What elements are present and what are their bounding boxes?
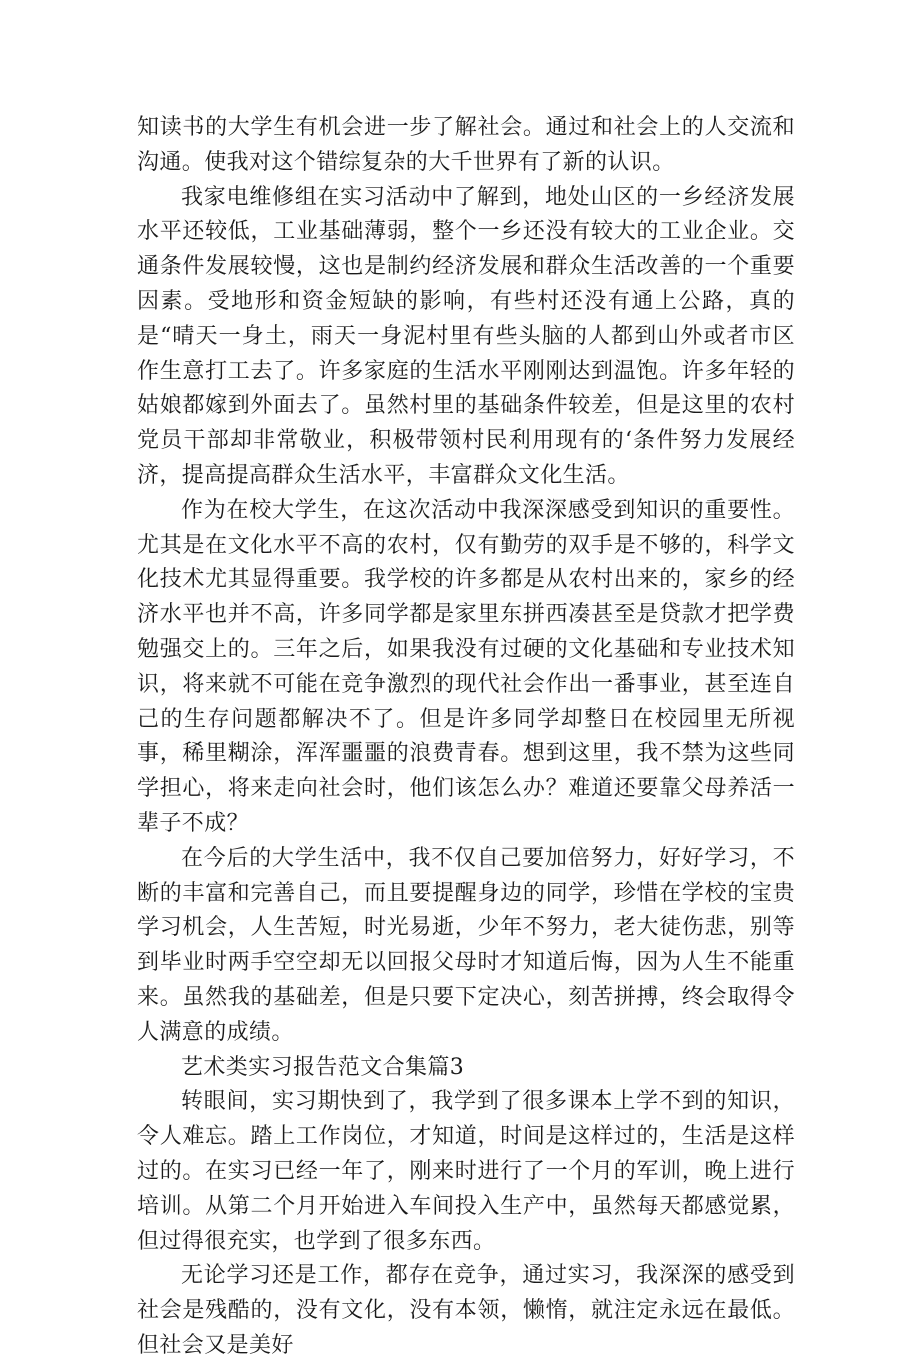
document-body [137, 111, 795, 1364]
paragraph-competition: 无论学习还是工作，都存在竞争，通过实习，我深深的感受到社会是残酷的，没有文化，没有本领，懒惰，就注定永远在最低。但社会又是美好 [137, 1263, 795, 1358]
paragraph-village-survey: 我家电维修组在实习活动中了解到，地处山区的一乡经济发展水平还较低，工业基础薄弱，整个一乡还没有较大的工业企业。交通条件发展较慢，这也是制约经济发展和群众生活改善的一个重要因素。受地形和资金短缺的影响，有些村还没有通上公路，真的是“晴天一身土，雨天一身泥村里有些头脑的人都到山外或者市区作生意打工去了。许多家庭的生活水平刚刚达到温饱。许多年轻的姑娘都嫁到外面去了。虽然村里的基础条件较差，但是这里的农村党员干部却非常敬业，积极带领村民利用现有的‘条件努力发展经济，提高提高群众生活水平，丰富群众文化生活。 [137, 184, 795, 488]
section-title: 艺术类实习报告范文合集篇3 [181, 1054, 465, 1080]
paragraph-future-plans: 在今后的大学生活中，我不仅自己要加倍努力，好好学习，不断的丰富和完善自己，而且要提醒身边的同学，珍惜在学校的宝贵学习机会，人生苦短，时光易逝，少年不努力，老大徒伤悲，别等到毕业时两手空空却无以回报父母时才知道后悔，因为人生不能重来。虽然我的基础差，但是只要下定决心，刻苦拼搏，终会取得令人满意的成绩。 [137, 845, 795, 1045]
paragraph-continued: 知读书的大学生有机会进一步了解社会。通过和社会上的人交流和沟通。使我对这个错综复杂的大千世界有了新的认识。 [137, 115, 795, 175]
paragraph-knowledge-importance: 作为在校大学生，在这次活动中我深深感受到知识的重要性。尤其是在文化水平不高的农村，仅有勤劳的双手是不够的，科学文化技术尤其显得重要。我学校的许多都是从农村出来的，家乡的经济水平也并不高，许多同学都是家里东拼西凑甚至是贷款才把学费勉强交上的。三年之后，如果我没有过硬的文化基础和专业技术知识，将来就不可能在竞争激烈的现代社会作出一番事业，甚至连自己的生存问题都解决不了。但是许多同学却整日在校园里无所视事，稀里糊涂，浑浑噩噩的浪费青春。想到这里，我不禁为这些同学担心，将来走向社会时，他们该怎么办？难道还要靠父母养活一辈子不成？ [137, 497, 795, 836]
paragraph-internship-time: 转眼间，实习期快到了，我学到了很多课本上学不到的知识，令人难忘。踏上工作岗位，才知道，时间是这样过的，生活是这样过的。在实习已经一年了，刚来时进行了一个月的军训，晚上进行培训。从第二个月开始进入车间投入生产中，虽然每天都感觉累，但过得很充实，也学到了很多东西。 [137, 1089, 795, 1254]
